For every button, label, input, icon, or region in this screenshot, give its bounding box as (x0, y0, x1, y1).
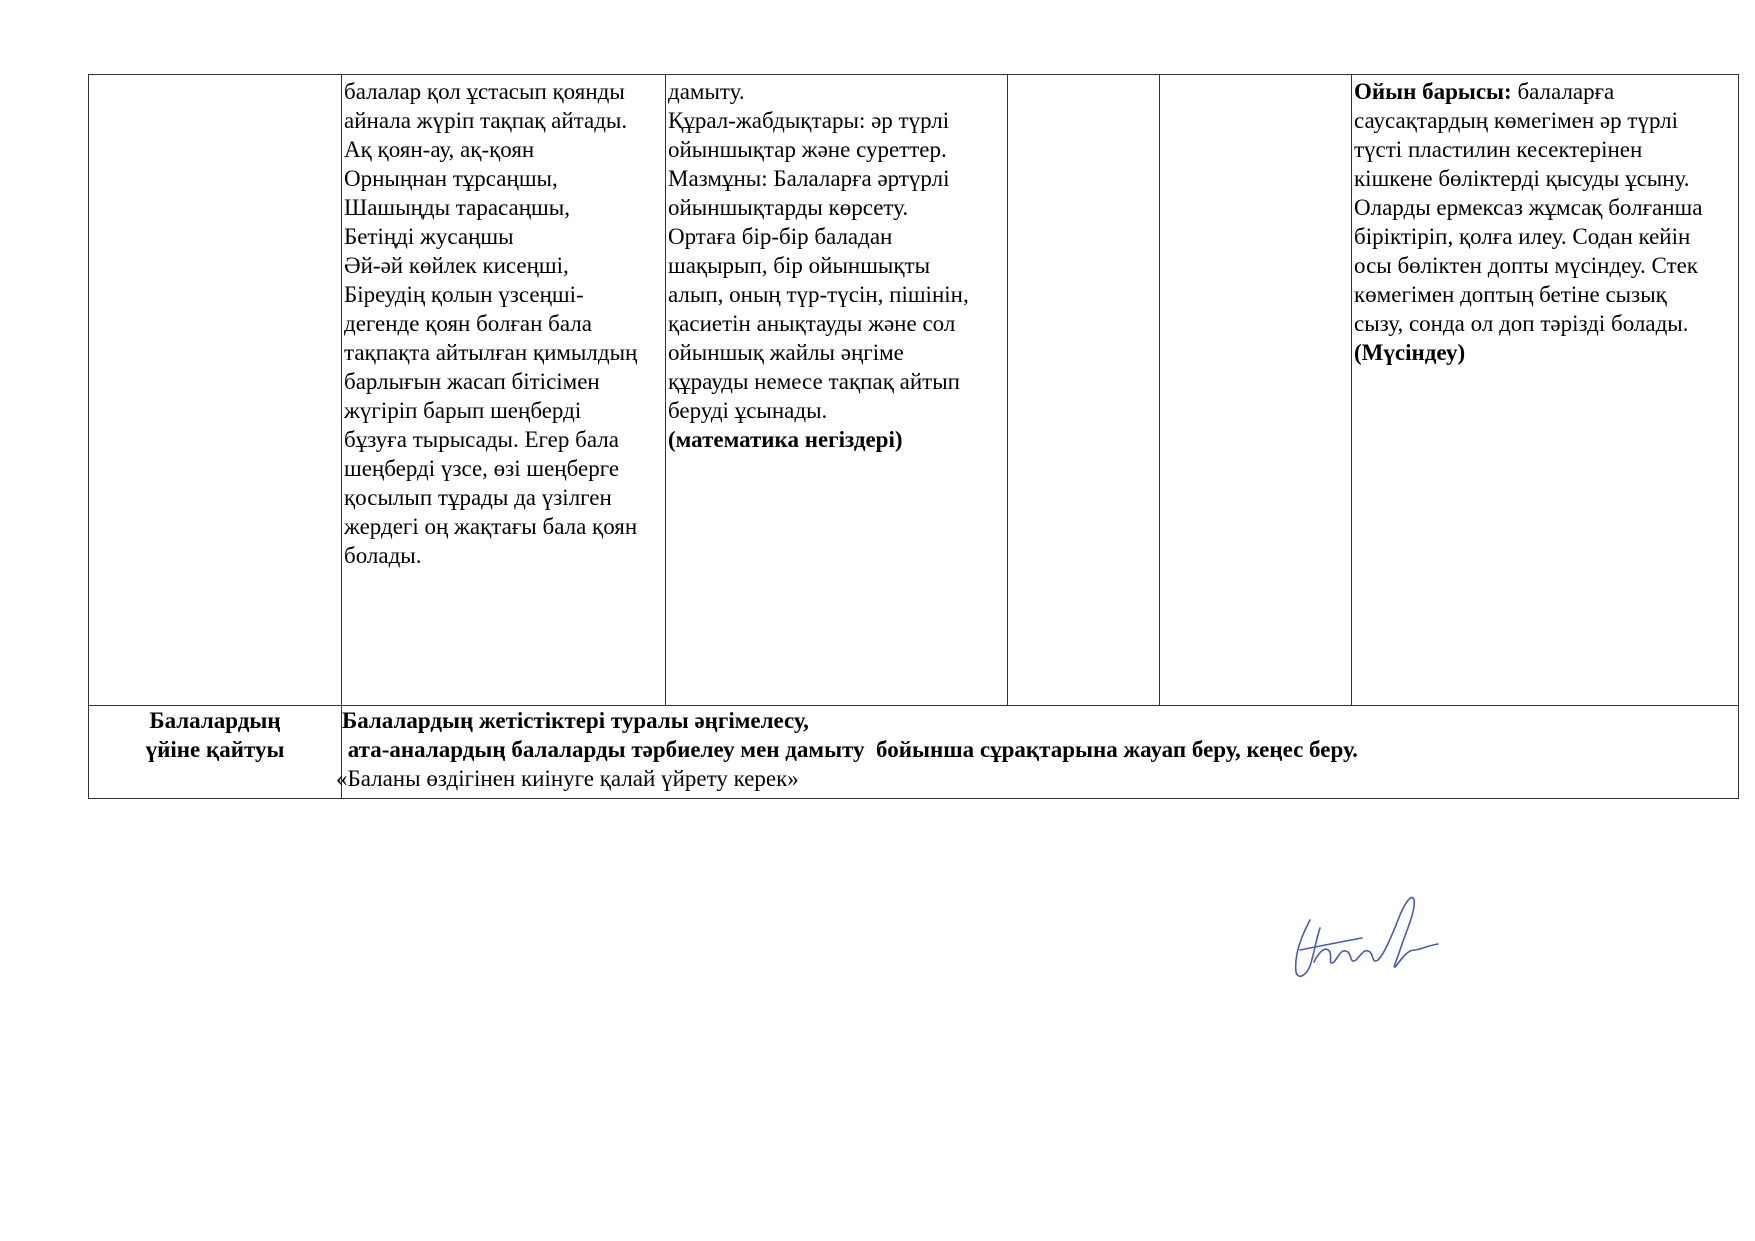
text-line: Бетіңді жусаңшы (344, 224, 514, 249)
text-line: «Баланы өздігінен киінуге қалай үйрету керек» (336, 766, 799, 791)
text-line: Балалардың жетістіктері туралы әңгімелесу, (342, 708, 809, 733)
text-line: ата-аналардың балаларды тәрбиелеу мен дамыту бойынша сұрақтарына жауап беру, кеңес беру. (342, 737, 1358, 762)
text-line: тақпақта айтылған қимылдың (344, 340, 638, 365)
text-line: ойыншық жайлы әңгіме (668, 340, 904, 365)
text-line: осы бөліктен допты мүсіндеу. Стек (1354, 253, 1698, 278)
text-line: саусақтардың көмегімен әр түрлі (1354, 108, 1679, 133)
text-line: кішкене бөліктерді қысуды ұсыну. (1354, 166, 1690, 191)
return-home-label (89, 706, 342, 799)
text-line: қасиетін анықтауды және сол (668, 311, 956, 336)
game-progress-heading: Ойын барысы: (1354, 79, 1512, 104)
text-line: ойыншықтар және суреттер. (668, 137, 947, 162)
text-line: шақырып, бір ойыншықты (668, 253, 931, 278)
activity-label-cell (89, 75, 342, 706)
text-line: Ортаға бір-бір баладан (668, 224, 893, 249)
modeling-activity (1352, 75, 1738, 367)
text-line: біріктіріп, қолға илеу. Содан кейін (1354, 224, 1691, 249)
text-line: Мазмұны: Балаларға әртүрлі (668, 166, 950, 191)
signature-image (1280, 880, 1450, 990)
text-line: Әй-әй көйлек кисеңші, (344, 253, 569, 278)
text-line: шеңберді үзсе, өзі шеңберге (344, 456, 620, 481)
text-line: жердегі оң жақтағы бала қоян (344, 514, 638, 539)
return-home-row (89, 706, 1739, 799)
text-line: балалар қол ұстасып қоянды (344, 79, 625, 104)
math-activity (666, 75, 1007, 454)
math-activity-cell (666, 75, 1008, 706)
text-line: беруді ұсынады. (668, 398, 828, 423)
empty-cell-4 (1008, 75, 1160, 706)
text-line: Оларды ермексаз жұмсақ болғанша (1354, 195, 1703, 220)
text-line: балаларға (1511, 79, 1615, 104)
text-line: бұзуға тырысады. Егер бала (344, 427, 619, 452)
text-line: ойыншықтарды көрсету. (668, 195, 909, 220)
text-line: көмегімен доптың бетіне сызық (1354, 282, 1667, 307)
text-line: алып, оның түр-түсін, пішінін, (668, 282, 969, 307)
text-line: сызу, сонда ол доп тәрізді болады. (1354, 311, 1689, 336)
text-line: дамыту. (668, 79, 745, 104)
text-line: қосылып тұрады да үзілген (344, 485, 612, 510)
text-line: барлығын жасап бітісімен (344, 369, 600, 394)
text-line: Біреудің қолын үзсеңші- (344, 282, 584, 307)
text-line: айнала жүріп тақпақ айтады. (344, 108, 628, 133)
text-line: болады. (344, 543, 422, 568)
return-home-content (336, 706, 1739, 799)
activity-row (89, 75, 1739, 706)
label-line: Балалардың (149, 708, 281, 733)
text-line: Шашыңды тарасаңшы, (344, 195, 570, 220)
text-line: Орныңнан тұрсаңшы, (344, 166, 558, 191)
text-line: Ақ қоян-ау, ақ-қоян (344, 137, 535, 162)
text-line: дегенде қоян болған бала (344, 311, 592, 336)
text-line: Құрал-жабдықтары: әр түрлі (668, 108, 950, 133)
text-line: түсті пластилин кесектерінен (1354, 137, 1643, 162)
label-line: үйіне қайтуы (145, 737, 285, 762)
game-description-cell (342, 75, 666, 706)
text-line: құрауды немесе тақпақ айтып (668, 369, 960, 394)
game-description (342, 75, 665, 570)
schedule-table (88, 74, 1739, 799)
empty-cell-5 (1160, 75, 1352, 706)
modeling-activity-cell (1352, 75, 1739, 706)
subject-label: (математика негіздері) (668, 427, 903, 452)
text-line: жүгіріп барып шеңберді (344, 398, 582, 423)
subject-label: (Мүсіндеу) (1354, 340, 1466, 365)
